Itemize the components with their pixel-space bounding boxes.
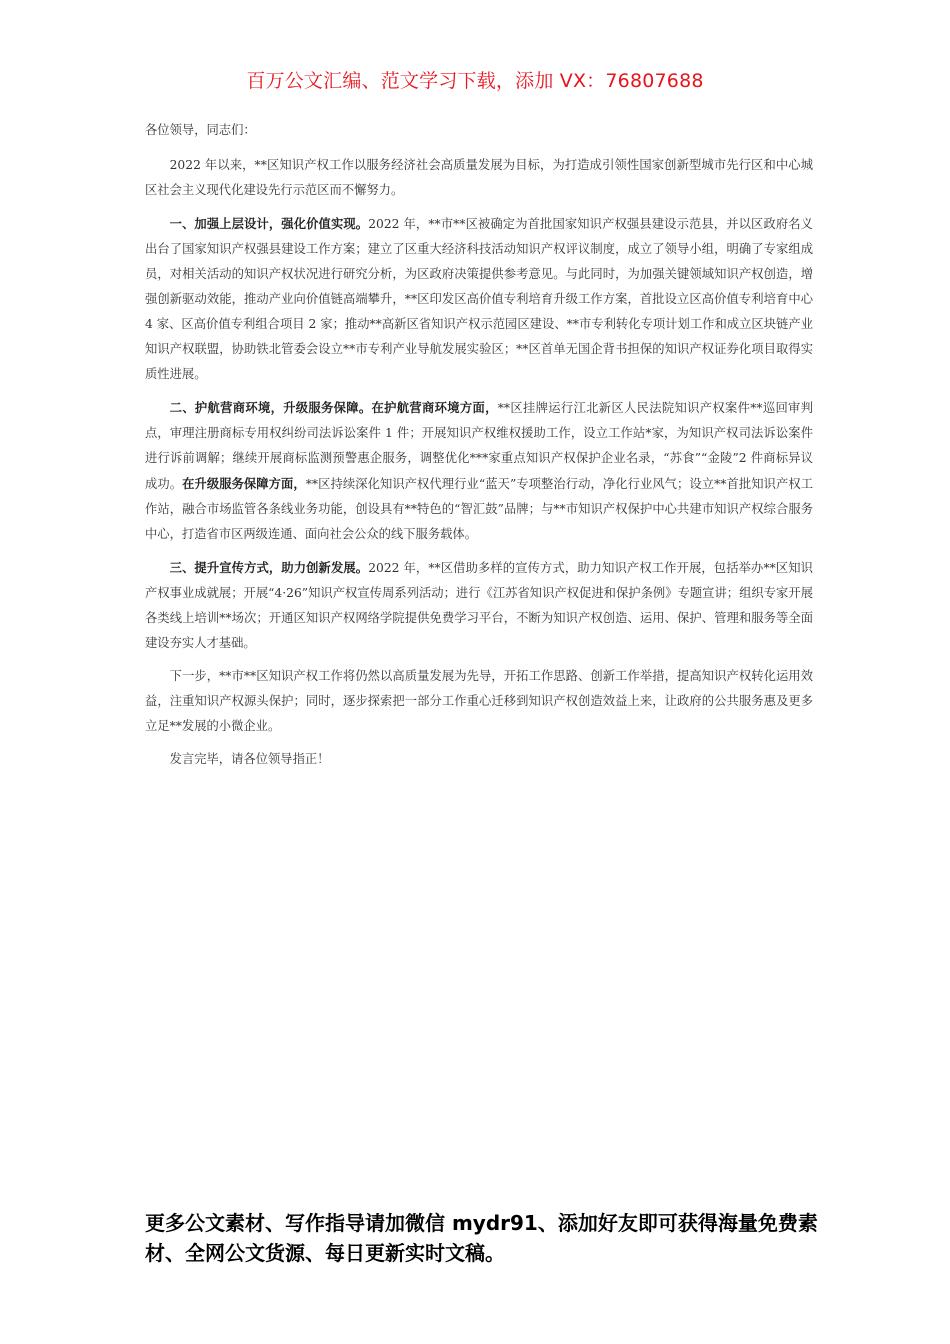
greeting: 各位领导，同志们： <box>145 123 256 137</box>
section-2-subheading: 在升级服务保障方面， <box>182 476 306 491</box>
section-3-heading: 三、提升宣传方式，助力创新发展。 <box>169 560 369 575</box>
section-3-body: 2022 年，**区借助多样的宣传方式，助力知识产权工作开展，包括举办**区知识产权事业成就展；开展“4·26”知识产权宣传周系列活动；进行《江苏省知识产权促进和保护条例》专题宣讲；组织专家开展各类线上培训**场次；开通区知识产权网络学院提供免费学习平台，不断为知识产权创造、运用、保护、管理和服务等全面建设夯实人才基础。 <box>145 561 813 650</box>
section-3-paragraph <box>145 555 813 656</box>
section-1-body: 2022 年，**市**区被确定为首批国家知识产权强县建设示范县，并以区政府名义出台了国家知识产权强县建设工作方案；建立了区重大经济科技活动知识产权评议制度，成立了领导小组，明确了专家组成员，对相关活动的知识产权状况进行研究分析，为区政府决策提供参考意见。与此同时，为加强关键领域知识产权创造，增强创新驱动效能，推动产业向价值链高端攀升，**区印发区高价值专利培育升级工作方案，首批设立区高价值专利培育中心 4 家、区高价值专利组合项目 2 家；推动**高新区省知识产权示范园区建设、**市专利转化专项计划工作和成立区块链产业知识产权联盟，协助铁北管委会设立**市专利产业导航发展实验区；**区首单无国企背书担保的知识产权证券化项目取得实质性进展。 <box>145 217 813 381</box>
section-2-body-2: **区持续深化知识产权代理行业“蓝天”专项整治行动，净化行业风气；设立**首批知识产权工作站，融合市场监管各条线业务功能，创设具有**特色的“智汇鼓”品牌；与**市知识产权保护中心共建市知识产权综合服务中心，打造省市区两级连通、面向社会公众的线下服务载体。 <box>145 477 813 541</box>
document-body <box>145 118 813 780</box>
section-1-heading: 一、加强上层设计，强化价值实现。 <box>169 216 369 231</box>
section-2-heading: 二、护航营商环境，升级服务保障。在护航营商环境方面， <box>169 400 498 415</box>
section-2-body-1: **区挂牌运行江北新区人民法院知识产权案件**巡回审判点，审理注册商标专用权纠纷司法诉讼案件 1 件；开展知识产权维权援助工作，设立工作站*家，为知识产权司法诉讼案件进行诉前调解；继续开展商标监测预警惠企服务，调整优化***家重点知识产权保护企业名录，“苏食”“金陵”2 件商标异议成功。 <box>145 401 813 491</box>
section-2-paragraph <box>145 395 813 547</box>
next-step-paragraph: 下一步，**市**区知识产权工作将仍然以高质量发展为先导，开拓工作思路、创新工作举措，提高知识产权转化运用效益，注重知识产权源头保护；同时，逐步探索把一部分工作重心迁移到知识产权创造效益上来，让政府的公共服务惠及更多立足**发展的小微企业。 <box>145 669 813 733</box>
closing-paragraph: 发言完毕，请各位领导指正！ <box>169 752 330 766</box>
header-banner: 百万公文汇编、范文学习下载，添加 VX：76807688 <box>246 70 704 92</box>
section-1-paragraph <box>145 211 813 387</box>
footer-promo: 更多公文素材、写作指导请加微信 mydr91、添加好友即可获得海量免费素材、全网公文货源、每日更新实时文稿。 <box>145 1211 818 1265</box>
intro-paragraph: 2022 年以来，**区知识产权工作以服务经济社会高质量发展为目标，为打造成引领性国家创新型城市先行区和中心城区社会主义现代化建设先行示范区而不懈努力。 <box>145 158 813 197</box>
